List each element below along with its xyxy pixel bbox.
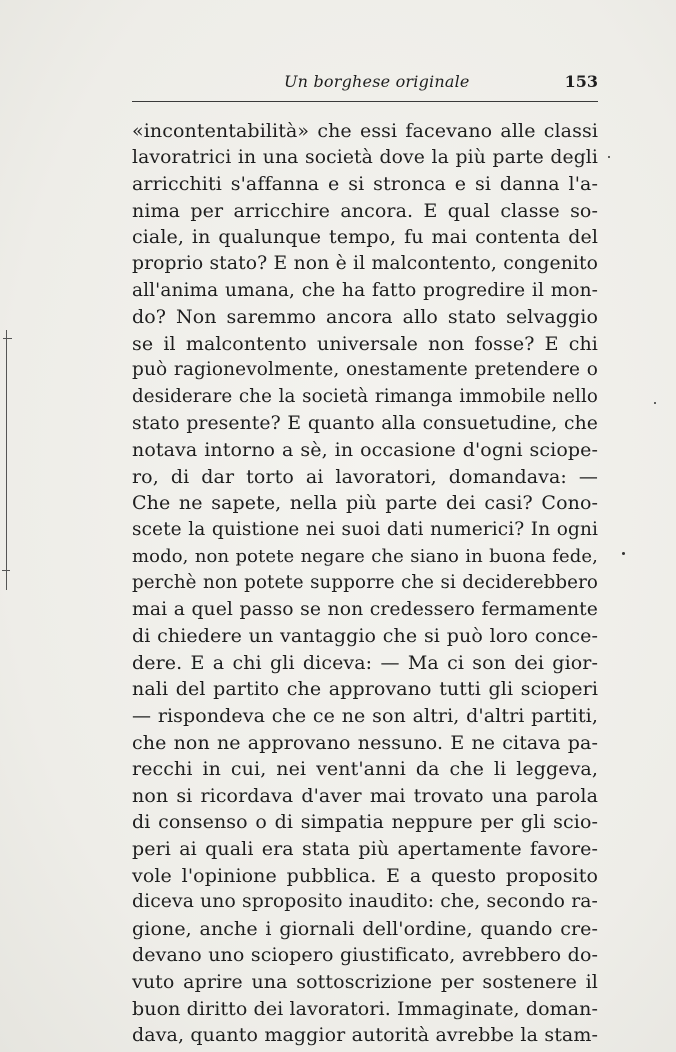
text-line: se il malcontento universale non fosse? E chi bbox=[132, 332, 598, 355]
text-line: di consenso o di simpatia neppure per gli scio- bbox=[132, 811, 598, 834]
margin-pencil-mark bbox=[6, 330, 7, 590]
text-line: stato presente? E quanto alla consuetudine, che bbox=[132, 412, 598, 434]
text-line: peri ai quali era stata più apertamente favore- bbox=[132, 838, 598, 861]
text-line: che non ne approvano nessuno. E ne citava pa- bbox=[132, 731, 598, 754]
scan-speck bbox=[654, 402, 656, 404]
text-line: ciale, in qualunque tempo, fu mai contenta del bbox=[132, 226, 598, 249]
text-line: do? Non saremmo ancora allo stato selvaggio bbox=[132, 306, 598, 329]
text-line: notava intorno a sè, in occasione d'ogni sciope- bbox=[132, 439, 598, 462]
margin-pencil-mark bbox=[3, 338, 12, 339]
text-line: ro, di dar torto ai lavoratori, domandava: — bbox=[132, 465, 598, 488]
text-line: scete la quistione nei suoi dati numerici? In ogni bbox=[132, 518, 598, 540]
text-line: «incontentabilità» che essi facevano alle classi bbox=[132, 120, 598, 142]
text-line: dava, quanto maggior autorità avrebbe la stam- bbox=[132, 1024, 598, 1047]
running-head bbox=[132, 72, 598, 96]
text-line: non si ricordava d'aver mai trovato una parola bbox=[132, 784, 598, 807]
margin-pencil-mark bbox=[2, 570, 10, 571]
header-rule bbox=[132, 101, 598, 102]
text-line: può ragionevolmente, onestamente pretendere o bbox=[132, 359, 598, 381]
text-line: Che ne sapete, nella più parte dei casi? Cono- bbox=[132, 492, 598, 515]
text-line: arricchiti s'affanna e si stronca e si danna l'a- bbox=[132, 173, 598, 196]
text-line: perchè non potete supporre che si deciderebbero bbox=[132, 572, 598, 594]
text-line: mai a quel passo se non credessero fermamente bbox=[132, 598, 598, 620]
running-title: Un borghese originale bbox=[284, 72, 470, 91]
text-line: desiderare che la società rimanga immobile nello bbox=[132, 385, 598, 407]
text-line: di chiedere un vantaggio che si può loro conce- bbox=[132, 625, 598, 648]
scan-speck bbox=[608, 156, 610, 158]
text-line: nima per arricchire ancora. E qual classe so- bbox=[132, 199, 598, 222]
text-line: devano uno sciopero giustificato, avrebbero do- bbox=[132, 944, 598, 967]
text-line: recchi in cui, nei vent'anni da che li leggeva, bbox=[132, 758, 598, 781]
scan-speck bbox=[622, 552, 625, 555]
text-line: lavoratrici in una società dove la più parte degli bbox=[132, 146, 598, 168]
body-text bbox=[132, 118, 598, 1049]
text-line: all'anima umana, che ha fatto progredire il mon- bbox=[132, 279, 598, 301]
text-line: buon diritto dei lavoratori. Immaginate, doman- bbox=[132, 997, 599, 1020]
text-line: diceva uno sproposito inaudito: che, secondo ra- bbox=[132, 891, 598, 913]
text-line: gione, anche i giornali dell'ordine, quando cre- bbox=[132, 917, 598, 940]
text-line: dere. E a chi gli diceva: — Ma ci son dei gior- bbox=[132, 651, 598, 674]
text-line: vuto aprire una sottoscrizione per sostenere il bbox=[132, 971, 598, 993]
text-line: nali del partito che approvano tutti gli scioperi bbox=[132, 678, 598, 701]
text-line: — rispondeva che ce ne son altri, d'altri partiti, bbox=[132, 705, 598, 728]
text-line: vole l'opinione pubblica. E a questo proposito bbox=[132, 864, 598, 887]
text-line: proprio stato? E non è il malcontento, congenito bbox=[132, 252, 598, 274]
text-line: modo, non potete negare che siano in buona fede, bbox=[132, 545, 598, 567]
page-number: 153 bbox=[564, 72, 598, 91]
